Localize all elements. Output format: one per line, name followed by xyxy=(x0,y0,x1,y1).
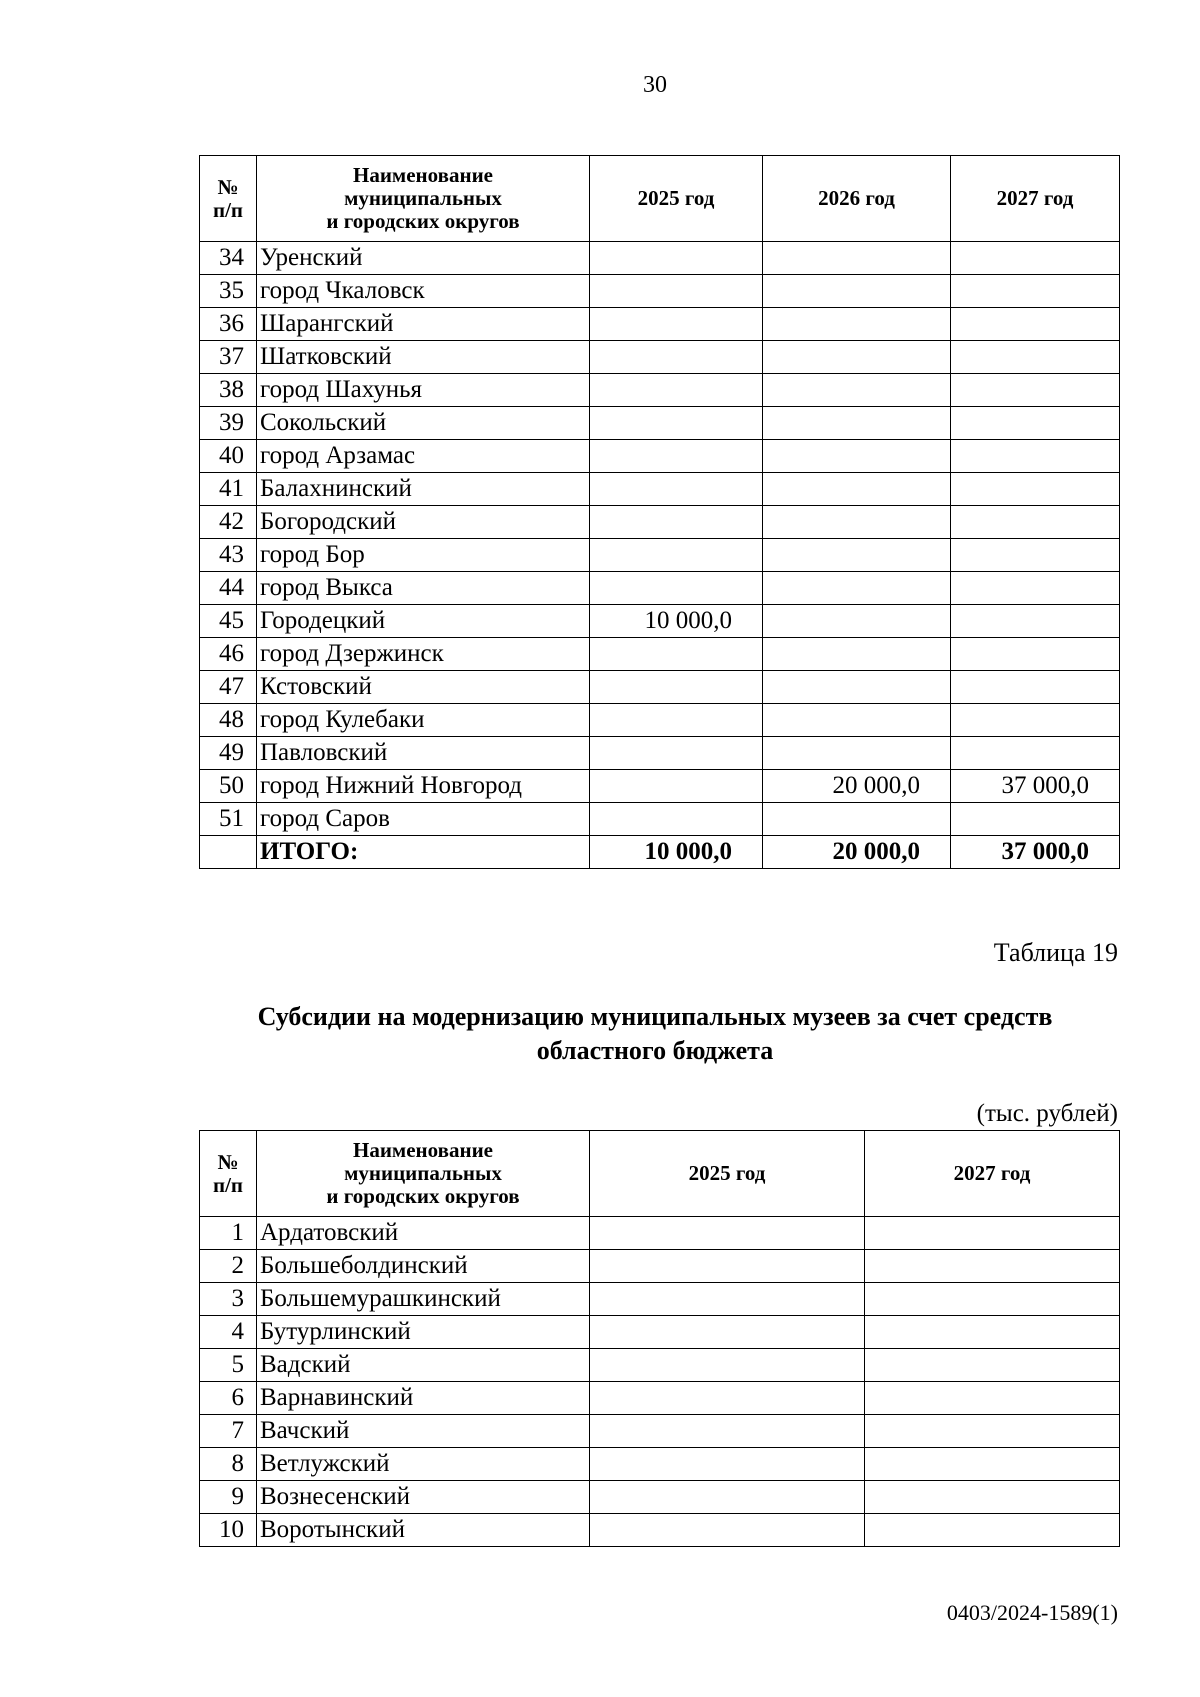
value-2027: 37 000,0 xyxy=(951,770,1120,803)
table-row xyxy=(200,1283,1120,1316)
district-name: Ардатовский xyxy=(257,1217,590,1250)
value-2027 xyxy=(951,275,1120,308)
row-number: 47 xyxy=(200,671,257,704)
subsidy-table-18 xyxy=(199,155,1120,869)
value-2025 xyxy=(590,1250,865,1283)
row-number: 45 xyxy=(200,605,257,638)
value-2025 xyxy=(590,473,763,506)
value-2026 xyxy=(763,638,951,671)
value-2025: 10 000,0 xyxy=(590,605,763,638)
district-name: Большемурашкинский xyxy=(257,1283,590,1316)
value-2025 xyxy=(590,341,763,374)
value-2027 xyxy=(951,671,1120,704)
value-2026 xyxy=(763,341,951,374)
row-number: 10 xyxy=(200,1514,257,1547)
value-2027 xyxy=(865,1514,1120,1547)
table-row xyxy=(200,770,1120,803)
district-name: Богородский xyxy=(257,506,590,539)
value-2027 xyxy=(951,572,1120,605)
value-2027 xyxy=(951,473,1120,506)
units-label: (тыс. рублей) xyxy=(976,1100,1118,1127)
table-row xyxy=(200,1415,1120,1448)
value-2026 xyxy=(763,374,951,407)
value-2026: 20 000,0 xyxy=(763,770,951,803)
district-name: Вознесенский xyxy=(257,1481,590,1514)
table-row xyxy=(200,1514,1120,1547)
value-2025 xyxy=(590,1448,865,1481)
row-number: 4 xyxy=(200,1316,257,1349)
table-row xyxy=(200,473,1120,506)
table-row xyxy=(200,506,1120,539)
table-row xyxy=(200,1250,1120,1283)
district-name: Большеболдинский xyxy=(257,1250,590,1283)
table-row xyxy=(200,704,1120,737)
value-2025 xyxy=(590,1217,865,1250)
row-number: 46 xyxy=(200,638,257,671)
table-label: Таблица 19 xyxy=(993,938,1118,967)
table-row xyxy=(200,1349,1120,1382)
value-2025 xyxy=(590,440,763,473)
district-name: Шатковский xyxy=(257,341,590,374)
table-row xyxy=(200,803,1120,836)
district-name: Ветлужский xyxy=(257,1448,590,1481)
value-2027 xyxy=(951,704,1120,737)
value-2025 xyxy=(590,1514,865,1547)
header-2025: 2025 год xyxy=(590,156,763,242)
value-2027 xyxy=(865,1481,1120,1514)
table-row xyxy=(200,638,1120,671)
value-2026 xyxy=(763,242,951,275)
value-2025 xyxy=(590,770,763,803)
subsidy-table-19 xyxy=(199,1130,1120,1547)
row-number: 5 xyxy=(200,1349,257,1382)
row-number: 2 xyxy=(200,1250,257,1283)
value-2025 xyxy=(590,1316,865,1349)
district-name: Шарангский xyxy=(257,308,590,341)
value-2027 xyxy=(865,1382,1120,1415)
value-2025 xyxy=(590,242,763,275)
district-name: Вачский xyxy=(257,1415,590,1448)
value-2027 xyxy=(951,341,1120,374)
value-2025 xyxy=(590,506,763,539)
value-2027 xyxy=(951,308,1120,341)
district-name: Варнавинский xyxy=(257,1382,590,1415)
district-name: Кстовский xyxy=(257,671,590,704)
row-number: 34 xyxy=(200,242,257,275)
row-number: 36 xyxy=(200,308,257,341)
table-row xyxy=(200,539,1120,572)
value-2026 xyxy=(763,473,951,506)
value-2025 xyxy=(590,275,763,308)
total-row xyxy=(200,836,1120,869)
row-number: 44 xyxy=(200,572,257,605)
table-row xyxy=(200,308,1120,341)
value-2026 xyxy=(763,704,951,737)
value-2025 xyxy=(590,374,763,407)
value-2025 xyxy=(590,308,763,341)
district-name: Бутурлинский xyxy=(257,1316,590,1349)
header-num: № п/п xyxy=(200,1131,257,1217)
value-2026 xyxy=(763,308,951,341)
row-number: 3 xyxy=(200,1283,257,1316)
value-2027 xyxy=(865,1283,1120,1316)
table-row xyxy=(200,1382,1120,1415)
district-name: город Арзамас xyxy=(257,440,590,473)
row-number: 41 xyxy=(200,473,257,506)
district-name: город Нижний Новгород xyxy=(257,770,590,803)
district-name: Уренский xyxy=(257,242,590,275)
table-header-row xyxy=(200,156,1120,242)
table-row xyxy=(200,275,1120,308)
district-name: Городецкий xyxy=(257,605,590,638)
row-number: 48 xyxy=(200,704,257,737)
table-row xyxy=(200,1316,1120,1349)
row-number: 39 xyxy=(200,407,257,440)
table-row xyxy=(200,572,1120,605)
table-row xyxy=(200,605,1120,638)
value-2027 xyxy=(951,242,1120,275)
value-2026 xyxy=(763,275,951,308)
district-name: город Дзержинск xyxy=(257,638,590,671)
value-2026 xyxy=(763,671,951,704)
value-2026 xyxy=(763,407,951,440)
table-row xyxy=(200,671,1120,704)
table-row xyxy=(200,1448,1120,1481)
row-number: 42 xyxy=(200,506,257,539)
total-2026: 20 000,0 xyxy=(763,836,951,869)
row-number: 38 xyxy=(200,374,257,407)
document-code: 0403/2024-1589(1) xyxy=(946,1600,1118,1625)
total-2027: 37 000,0 xyxy=(951,836,1120,869)
row-number: 8 xyxy=(200,1448,257,1481)
value-2026 xyxy=(763,605,951,638)
district-name: город Саров xyxy=(257,803,590,836)
table-row xyxy=(200,440,1120,473)
district-name: Балахнинский xyxy=(257,473,590,506)
header-2027: 2027 год xyxy=(951,156,1120,242)
row-number: 43 xyxy=(200,539,257,572)
value-2027 xyxy=(951,638,1120,671)
row-number: 6 xyxy=(200,1382,257,1415)
page-number: 30 xyxy=(643,72,667,98)
value-2026 xyxy=(763,506,951,539)
district-name: город Кулебаки xyxy=(257,704,590,737)
total-number xyxy=(200,836,257,869)
value-2025 xyxy=(590,1382,865,1415)
row-number: 37 xyxy=(200,341,257,374)
table-row xyxy=(200,1481,1120,1514)
district-name: город Выкса xyxy=(257,572,590,605)
header-name: Наименование муниципальных и городских округов xyxy=(257,1131,590,1217)
value-2026 xyxy=(763,737,951,770)
row-number: 35 xyxy=(200,275,257,308)
value-2027 xyxy=(951,407,1120,440)
value-2026 xyxy=(763,539,951,572)
table-row xyxy=(200,341,1120,374)
table-row xyxy=(200,407,1120,440)
district-name: город Шахунья xyxy=(257,374,590,407)
value-2027 xyxy=(951,440,1120,473)
row-number: 9 xyxy=(200,1481,257,1514)
district-name: Вадский xyxy=(257,1349,590,1382)
table-row xyxy=(200,737,1120,770)
header-2025: 2025 год xyxy=(590,1131,865,1217)
value-2027 xyxy=(951,539,1120,572)
row-number: 51 xyxy=(200,803,257,836)
value-2025 xyxy=(590,1481,865,1514)
row-number: 50 xyxy=(200,770,257,803)
value-2027 xyxy=(951,506,1120,539)
district-name: Павловский xyxy=(257,737,590,770)
row-number: 1 xyxy=(200,1217,257,1250)
value-2025 xyxy=(590,737,763,770)
value-2026 xyxy=(763,803,951,836)
value-2027 xyxy=(865,1415,1120,1448)
value-2026 xyxy=(763,440,951,473)
value-2027 xyxy=(865,1316,1120,1349)
value-2027 xyxy=(951,605,1120,638)
value-2025 xyxy=(590,1283,865,1316)
header-name: Наименование муниципальных и городских округов xyxy=(257,156,590,242)
value-2025 xyxy=(590,1349,865,1382)
value-2027 xyxy=(865,1250,1120,1283)
table-row xyxy=(200,242,1120,275)
total-label: ИТОГО: xyxy=(257,836,590,869)
value-2025 xyxy=(590,539,763,572)
district-name: город Чкаловск xyxy=(257,275,590,308)
table-header-row xyxy=(200,1131,1120,1217)
row-number: 40 xyxy=(200,440,257,473)
header-2026: 2026 год xyxy=(763,156,951,242)
value-2025 xyxy=(590,704,763,737)
table-title: Субсидии на модернизацию муниципальных музеев за счет средств областного бюджета xyxy=(257,1002,1053,1065)
value-2027 xyxy=(951,803,1120,836)
row-number: 7 xyxy=(200,1415,257,1448)
value-2025 xyxy=(590,1415,865,1448)
value-2025 xyxy=(590,407,763,440)
district-name: город Бор xyxy=(257,539,590,572)
value-2025 xyxy=(590,572,763,605)
value-2025 xyxy=(590,803,763,836)
value-2027 xyxy=(865,1448,1120,1481)
value-2025 xyxy=(590,638,763,671)
value-2027 xyxy=(951,737,1120,770)
value-2025 xyxy=(590,671,763,704)
table-row xyxy=(200,1217,1120,1250)
district-name: Воротынский xyxy=(257,1514,590,1547)
district-name: Сокольский xyxy=(257,407,590,440)
header-num: № п/п xyxy=(200,156,257,242)
row-number: 49 xyxy=(200,737,257,770)
value-2027 xyxy=(865,1217,1120,1250)
header-2027: 2027 год xyxy=(865,1131,1120,1217)
total-2025: 10 000,0 xyxy=(590,836,763,869)
table-row xyxy=(200,374,1120,407)
value-2026 xyxy=(763,572,951,605)
value-2027 xyxy=(951,374,1120,407)
value-2027 xyxy=(865,1349,1120,1382)
